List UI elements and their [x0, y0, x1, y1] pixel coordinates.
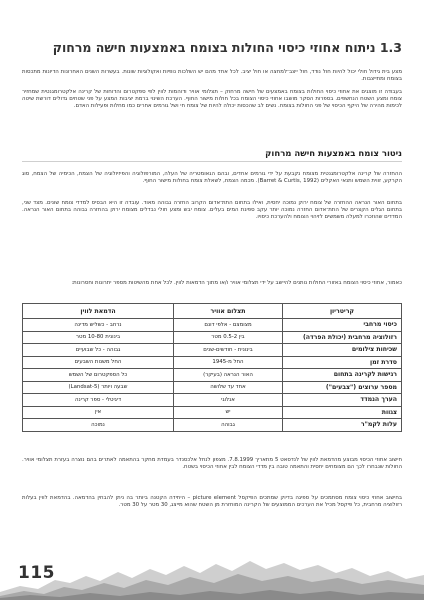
table-row	[23, 406, 402, 419]
satellite-cell: נמוכה	[23, 419, 174, 432]
criterion-cell: רזולוציה מרחבית (יכולת הפרדה)	[283, 331, 402, 344]
aerial-cell: גבוהה	[174, 419, 283, 432]
criterion-cell: מספר ערוצים ("צבעים")	[283, 381, 402, 394]
table-row	[23, 331, 402, 344]
satellite-cell: בינונית 10-80 מטר	[23, 331, 174, 344]
criterion-cell: הערך הנמדד	[283, 394, 402, 407]
closing-paragraph-1: חישוב אחוזי הכיסוי מבוצע מהדמאת לווין של לנדסאט 5 מתאריך 7.8.1999. מצפון לנחל אלכסנדר בעמדת מחקר בהתאמה לאתרים בהם נוצרה בעזרת תצלומי אוויר. החולות שנבחרו לכך הם מצומחים יחסית והתאמה טובה בין מדדי הצומח לבין אחוזי הכיסוי בשטח.	[22, 457, 402, 471]
subsection-heading: ניטור צומח באמצעות חישה מרחוק	[22, 149, 402, 162]
satellite-cell: שבעה ויותר (Landsat-5)	[23, 381, 174, 394]
criterion-cell: שכיחות צילומים	[283, 344, 402, 357]
aerial-cell: בינונית - חודשים-שנים	[174, 344, 283, 357]
aerial-cell: יש	[174, 406, 283, 419]
intro-paragraph-2: בעבודה זו מוצגים את אחוזי כיסוי החולות בצומח באמצעים של חישה מרחוק – תצלומי אוויר ודוהמות לווין לפי ספקטרום והדוחות של קרינה אלקטרומגנטית שמחזיר צומח ומצע השטח הנחשפים. בספרות הסקר מושבו אחוזי כיסוי הצומח בכל חולות מישור החוף. הערכת השינוי ברמת יציבות המצע על פני שטחים גדולים דורשת שיטה לכימות מהירה של היקף הכיסוי של פני החולות בצומח. נשים לב שהכסות יכולה להיות של צומח חי ושל גורמים אחרים כמו מחלות ופעילות האדם.	[22, 89, 402, 110]
aerial-cell: מצומצם - אלפי דונם	[174, 319, 283, 332]
aerial-cell: אנלוגי	[174, 394, 283, 407]
table-row	[23, 356, 402, 369]
table-header-row	[23, 304, 402, 319]
satellite-cell: אין	[23, 406, 174, 419]
body-paragraph-1: ההחזרה של קרינה אלקטרומגנטית מצומח נקבעת על ידי גורמים אחדים, ובהם הגאומטריה של העלה, המורפולוגיה והפיזיולוגיה של הצמח, הכימיה של הצמח, סוג הקרקע, זווית השמש ותנאי האקלים (Barret & Curtis, 1992). מכמה הצמח, לשאלת צומח בחולות מישור החוף.	[22, 171, 402, 185]
criterion-cell: רגישות לקרינה בתחום	[283, 369, 402, 382]
page-number: 115	[18, 563, 55, 583]
satellite-cell: דיגיטלי - ספר קרינה	[23, 394, 174, 407]
body-paragraph-3: כאמור, אחוזי כיסוי הצומח באזורי החולות נותנים להיישב על ידי תצלומי אוויר ו/או מתוך הדמאות לווין. לכל אחת מהשיטות מספר יתרונות וחסרונות:	[71, 280, 402, 287]
satellite-cell: כל הספקטרום של השמש	[23, 369, 174, 382]
closing-paragraph-2: בחישוב אחוזי כיסוי צומח מסתמכים על ספיגה בדיוק שמתכים הפיקסל picture element – היחידה הקטנה ביותר בה ניתן להבחין בהדמאה. בהדמאת לווין בעלות רזולוציה מרחבית, כל פיקסל מכיל את הערכים הממוצעים של הקרינה המוחזרת מן השטח שהוא מייצג, 30 מטר על 30 מטר.	[22, 495, 402, 509]
aerial-cell: האור הנראה (בעיקר)	[174, 369, 283, 382]
table-row	[23, 369, 402, 382]
aerial-cell: החל מ-1945	[174, 356, 283, 369]
criterion-cell: כיסוי מרחבי	[283, 319, 402, 332]
table-row	[23, 419, 402, 432]
comparison-table	[22, 303, 402, 432]
satellite-cell: נרחב - כשליש מדינה	[23, 319, 174, 332]
criterion-cell: עלות לקמ"ר	[283, 419, 402, 432]
aerial-cell: בין 0.5-2 מטר	[174, 331, 283, 344]
satellite-cell: החל משנות השבעים	[23, 356, 174, 369]
header-criterion: קריטריון	[283, 304, 402, 319]
body-paragraph-2: בתחום האור הנראה ההחזרה של צומח ירוק נמוכה יחסית, ואילו בתחום התת־אדום הקרוב החזרה גבוהה מאוד. עובדה זו היא הבסיס למדדי צומח שונים. מצד שני, בתחום הגלים הקצרים של התת־אדום החזרה נמוכה יותר עקב ספיגת המים בעלים. צומח יבש ומצע חולי נבדלים מצומח ירוק בהחזרה גבוהה בתחום האור הנראה. המדדים שהוזכרו למעלה משמשים לזיהוי הצומח ולהערכת כיסויו.	[22, 200, 402, 221]
section-heading: 1.3 ניתוח אחוזי כיסוי החולות בצומח באמצעות חישה מרחוק	[52, 40, 402, 55]
criterion-cell: סדרת זמן	[283, 356, 402, 369]
satellite-cell: גבוהה - כל שבועיים	[23, 344, 174, 357]
table-row	[23, 381, 402, 394]
table-row	[23, 394, 402, 407]
table-row	[23, 319, 402, 332]
table-row	[23, 344, 402, 357]
mountain-landscape-decoration	[0, 552, 424, 600]
header-aerial-photo: תצלום אוויר	[174, 304, 283, 319]
aerial-cell: אחד עד שלושה	[174, 381, 283, 394]
intro-paragraph-1: מצע בית גידול חולי יכול להיות חול נודד, חול ייצב־למחצה או חול יציב. לכל אחד מהם יש השלכות נופיות ואקולוגיות שונות. בעשרות השנים האחרונות הדיונות מתכסות בצומח ומתייצבות.	[22, 69, 402, 83]
criterion-cell: צגוות	[283, 406, 402, 419]
header-satellite-image: הדמאת לווין	[23, 304, 174, 319]
